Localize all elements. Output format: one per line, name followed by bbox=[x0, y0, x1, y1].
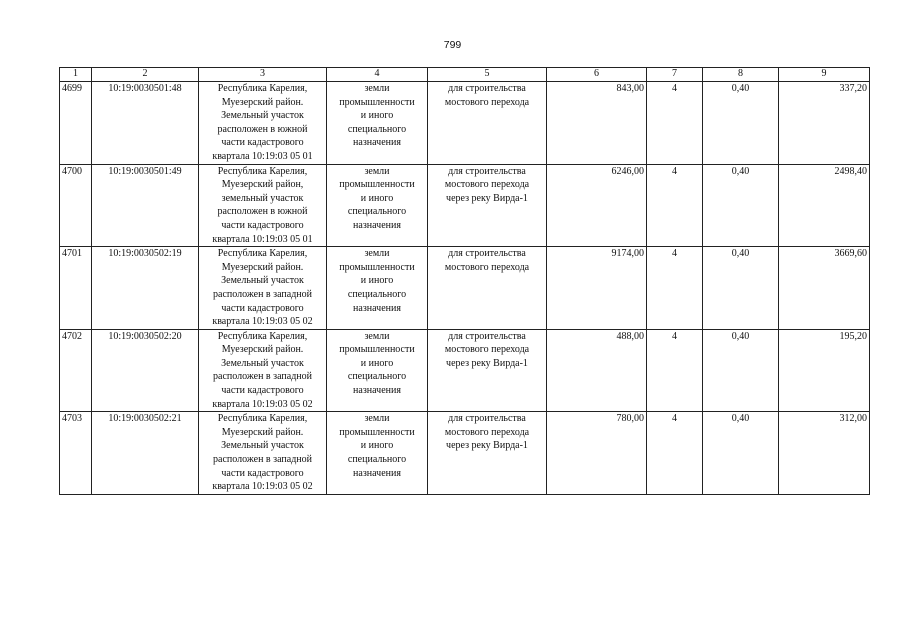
permitted-use-cell: для строительства мостового перехода bbox=[428, 247, 547, 330]
location-cell: Республика Карелия, Муезерский район. Земельный участок расположен в западной части кадастрового квартала 10:19:03 05 02 bbox=[199, 247, 327, 330]
area-cell: 780,00 bbox=[547, 412, 647, 495]
amount-cell: 195,20 bbox=[779, 329, 870, 412]
column-header-7: 7 bbox=[647, 68, 703, 82]
cadastral-number-cell: 10:19:0030502:20 bbox=[92, 329, 199, 412]
permitted-use-cell: для строительства мостового перехода через реку Вирда-1 bbox=[428, 329, 547, 412]
land-category-cell: земли промышленности и иного специального назначения bbox=[327, 329, 428, 412]
row-number-cell: 4700 bbox=[60, 164, 92, 247]
area-cell: 843,00 bbox=[547, 82, 647, 165]
coefficient-cell: 0,40 bbox=[703, 412, 779, 495]
location-cell: Республика Карелия, Муезерский район. Земельный участок расположен в западной части кадастрового квартала 10:19:03 05 02 bbox=[199, 329, 327, 412]
area-cell: 9174,00 bbox=[547, 247, 647, 330]
rate-cell: 4 bbox=[647, 164, 703, 247]
row-number-cell: 4702 bbox=[60, 329, 92, 412]
column-header-6: 6 bbox=[547, 68, 647, 82]
coefficient-cell: 0,40 bbox=[703, 82, 779, 165]
permitted-use-cell: для строительства мостового перехода bbox=[428, 82, 547, 165]
location-cell: Республика Карелия, Муезерский район. Земельный участок расположен в западной части кадастрового квартала 10:19:03 05 02 bbox=[199, 412, 327, 495]
table-header-row bbox=[60, 68, 870, 82]
area-cell: 6246,00 bbox=[547, 164, 647, 247]
amount-cell: 2498,40 bbox=[779, 164, 870, 247]
table-row bbox=[60, 247, 870, 330]
row-number-cell: 4699 bbox=[60, 82, 92, 165]
amount-cell: 3669,60 bbox=[779, 247, 870, 330]
permitted-use-cell: для строительства мостового перехода через реку Вирда-1 bbox=[428, 164, 547, 247]
coefficient-cell: 0,40 bbox=[703, 329, 779, 412]
rate-cell: 4 bbox=[647, 82, 703, 165]
cadastral-number-cell: 10:19:0030501:49 bbox=[92, 164, 199, 247]
rate-cell: 4 bbox=[647, 329, 703, 412]
land-category-cell: земли промышленности и иного специального назначения bbox=[327, 82, 428, 165]
row-number-cell: 4703 bbox=[60, 412, 92, 495]
page-number: 799 bbox=[443, 39, 462, 51]
column-header-1: 1 bbox=[60, 68, 92, 82]
area-cell: 488,00 bbox=[547, 329, 647, 412]
column-header-4: 4 bbox=[327, 68, 428, 82]
column-header-8: 8 bbox=[703, 68, 779, 82]
land-category-cell: земли промышленности и иного специального назначения bbox=[327, 164, 428, 247]
coefficient-cell: 0,40 bbox=[703, 164, 779, 247]
amount-cell: 337,20 bbox=[779, 82, 870, 165]
table-row bbox=[60, 164, 870, 247]
location-cell: Республика Карелия, Муезерский район, земельный участок расположен в южной части кадастрового квартала 10:19:03 05 01 bbox=[199, 164, 327, 247]
amount-cell: 312,00 bbox=[779, 412, 870, 495]
table-row bbox=[60, 82, 870, 165]
column-header-9: 9 bbox=[779, 68, 870, 82]
land-category-cell: земли промышленности и иного специального назначения bbox=[327, 247, 428, 330]
row-number-cell: 4701 bbox=[60, 247, 92, 330]
location-cell: Республика Карелия, Муезерский район. Земельный участок расположен в южной части кадастрового квартала 10:19:03 05 01 bbox=[199, 82, 327, 165]
coefficient-cell: 0,40 bbox=[703, 247, 779, 330]
cadastral-number-cell: 10:19:0030502:21 bbox=[92, 412, 199, 495]
column-header-5: 5 bbox=[428, 68, 547, 82]
land-category-cell: земли промышленности и иного специального назначения bbox=[327, 412, 428, 495]
column-header-2: 2 bbox=[92, 68, 199, 82]
land-plot-table bbox=[59, 67, 870, 495]
rate-cell: 4 bbox=[647, 247, 703, 330]
rate-cell: 4 bbox=[647, 412, 703, 495]
permitted-use-cell: для строительства мостового перехода через реку Вирда-1 bbox=[428, 412, 547, 495]
table-row bbox=[60, 412, 870, 495]
column-header-3: 3 bbox=[199, 68, 327, 82]
table-row bbox=[60, 329, 870, 412]
cadastral-number-cell: 10:19:0030502:19 bbox=[92, 247, 199, 330]
cadastral-number-cell: 10:19:0030501:48 bbox=[92, 82, 199, 165]
